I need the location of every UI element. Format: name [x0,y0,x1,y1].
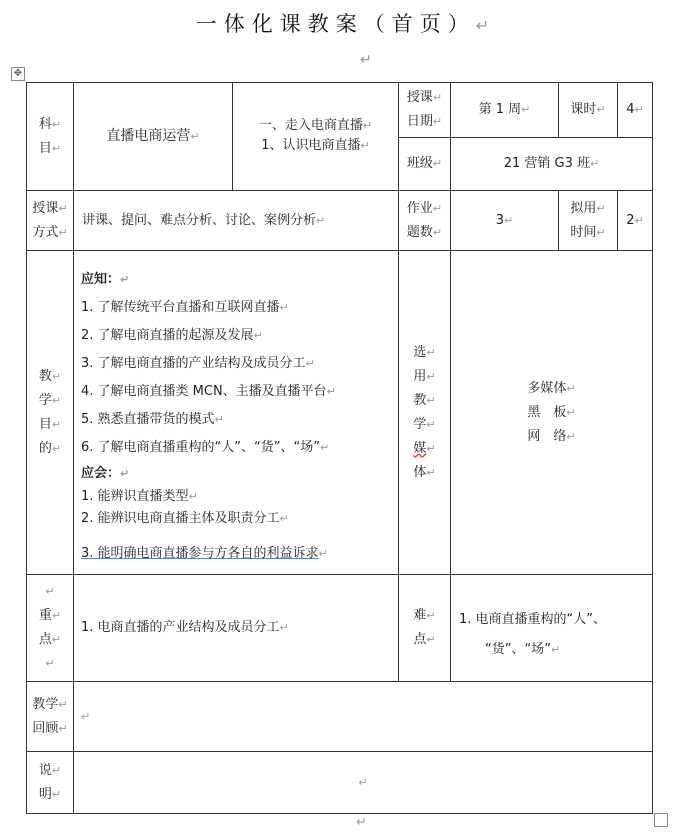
know-item: 6. 了解电商直播重构的“人”、“货”、“场”↵ [81,440,330,455]
table-move-handle-icon[interactable]: ✥ [11,67,25,81]
subject-label-cell: 科↵ 目↵ [26,82,74,191]
plan-time-value-cell [617,190,653,251]
media-item: 多媒体↵ [527,380,576,396]
media-item: 网 络↵ [527,428,576,444]
keypoint-content-cell [73,574,399,682]
method-label-cell: 授课↵ 方式↵ [26,190,74,251]
table-resize-handle[interactable] [654,813,668,827]
paragraph-mark: ↵ [356,815,367,830]
difficulty-line: 1. 电商直播重构的“人”、 [459,612,607,627]
homework-value: 3↵ [495,212,514,228]
subject-name-cell [73,82,233,191]
class-label-cell: 班级↵ [398,137,451,191]
keypoint-value: 1. 电商直播的产业结构及成员分工↵ [81,620,289,635]
unit-cell [232,82,399,191]
media-label-cell: 选↵ 用↵ 教↵ 学↵ 媒↵ 体↵ [398,250,451,575]
week-cell [450,82,559,138]
hours-label-cell: 课时↵ [558,82,618,138]
know-item: 4. 了解电商直播类 MCN、主播及直播平台↵ [81,384,336,399]
media-content-cell [450,250,653,575]
subject-label: 科↵ [38,116,62,132]
hours-value: 4↵ [626,102,644,117]
hours-value-cell [617,82,653,138]
method-value: 讲课、提问、难点分析、讨论、案例分析↵ [82,212,326,228]
know-item: 1. 了解传统平台直播和互联网直播↵ [81,300,289,315]
keypoint-label-cell: ↵ 重↵ 点↵ ↵ [26,574,74,682]
difficulty-label-cell: 难↵ 点↵ [398,574,451,682]
page-title: 一体化课教案（首页）↵ [195,12,490,36]
objectives-label-cell: 教↵ 学↵ 目↵ 的↵ [26,250,74,575]
can-heading: 应会：↵ [81,466,130,481]
know-item: 5. 熟悉直播带货的模式↵ [81,412,224,427]
plan-time-value: 2↵ [626,212,644,228]
difficulty-line: “货”、“场”↵ [485,642,561,657]
homework-value-cell [450,190,559,251]
difficulty-content-cell [450,574,653,682]
unit-title: 一、走入电商直播↵ [258,118,373,133]
media-item: 黑 板↵ [527,404,576,420]
subject-name: 直播电商运营↵ [106,128,200,144]
notes-label-cell: 说↵ 明↵ [26,751,74,814]
notes-content-cell[interactable]: ↵ [73,751,653,814]
know-item: 2. 了解电商直播的起源及发展↵ [81,328,263,343]
can-item: 2. 能辨识电商直播主体及职责分工↵ [81,511,289,526]
homework-label-cell: 作业↵ 题数↵ [398,190,451,251]
review-label-cell: 教学↵ 回顾↵ [26,681,74,752]
date-label-cell: 授课↵ 日期↵ [398,82,451,138]
objectives-content-cell [73,250,399,575]
lesson-title: 1、认识电商直播↵ [261,138,370,153]
know-item: 3. 了解电商直播的产业结构及成员分工↵ [81,356,315,371]
paragraph-mark: ↵ [360,52,372,68]
class-value: 21 营销 G3 班↵ [503,156,600,171]
can-item: 3. 能明确电商直播参与方各自的利益诉求↵ [81,546,328,561]
plan-time-label-cell: 拟用↵ 时间↵ [558,190,618,251]
can-item: 1. 能辨识直播类型↵ [81,489,198,504]
week-value: 第 1 周↵ [478,102,531,117]
know-heading: 应知：↵ [81,272,130,287]
class-value-cell [450,137,653,191]
review-content-cell[interactable]: ↵ [73,681,653,752]
method-value-cell [73,190,399,251]
